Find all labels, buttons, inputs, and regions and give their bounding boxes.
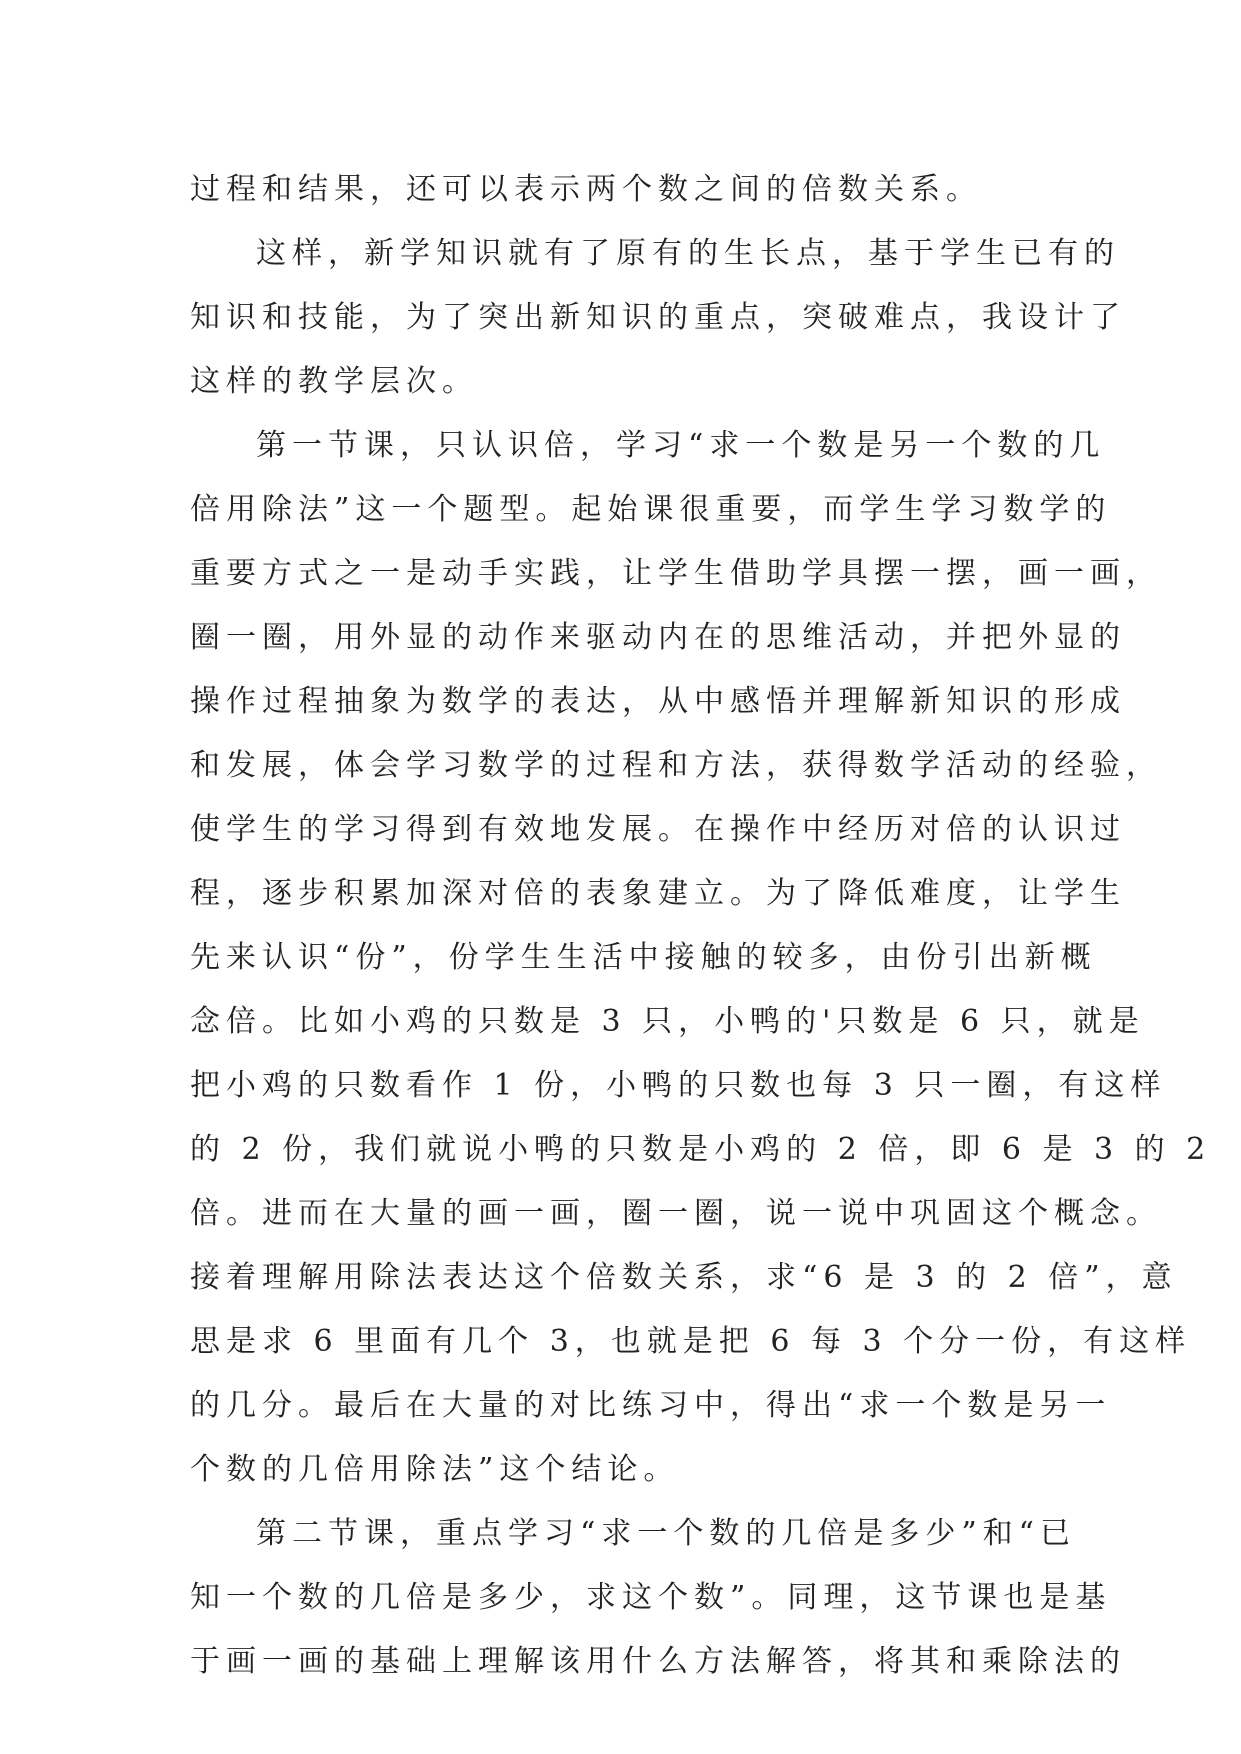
text-line: 重要方式之一是动手实践，让学生借助学具摆一摆，画一画， <box>190 556 1162 591</box>
text-line: 第二节课，重点学习“求一个数的几倍是多少”和“已 <box>256 1516 1077 1551</box>
text-line: 把小鸡的只数看作 1 份，小鸭的只数也每 3 只一圈，有这样 <box>190 1068 1167 1103</box>
text-line: 知一个数的几倍是多少，求这个数”。同理，这节课也是基 <box>190 1580 1112 1615</box>
body-text <box>190 158 1212 1694</box>
text-line: 和发展，体会学习数学的过程和方法，获得数学活动的经验， <box>190 748 1162 783</box>
text-line: 知识和技能，为了突出新知识的重点，突破难点，我设计了 <box>190 300 1126 335</box>
text-line: 倍。进而在大量的画一画，圈一圈，说一说中巩固这个概念。 <box>190 1196 1162 1231</box>
text-line: 接着理解用除法表达这个倍数关系，求“6 是 3 的 2 倍”，意 <box>190 1260 1178 1295</box>
text-line: 过程和结果，还可以表示两个数之间的倍数关系。 <box>190 172 982 207</box>
text-line: 程，逐步积累加深对倍的表象建立。为了降低难度，让学生 <box>190 876 1126 911</box>
text-line: 于画一画的基础上理解该用什么方法解答，将其和乘除法的 <box>190 1644 1126 1679</box>
text-line: 圈一圈，用外显的动作来驱动内在的思维活动，并把外显的 <box>190 620 1126 655</box>
text-line: 个数的几倍用除法”这个结论。 <box>190 1452 680 1487</box>
text-line: 倍用除法”这一个题型。起始课很重要，而学生学习数学的 <box>190 492 1112 527</box>
text-line: 第一节课，只认识倍，学习“求一个数是另一个数的几 <box>256 428 1106 463</box>
text-line: 思是求 6 里面有几个 3，也就是把 6 每 3 个分一份，有这样 <box>190 1324 1192 1359</box>
text-line: 先来认识“份”，份学生生活中接触的较多，由份引出新概 <box>190 940 1097 975</box>
text-line: 的 2 份，我们就说小鸭的只数是小鸡的 2 倍，即 6 是 3 的 2 <box>190 1132 1212 1167</box>
text-line: 的几分。最后在大量的对比练习中，得出“求一个数是另一 <box>190 1388 1112 1423</box>
text-line: 使学生的学习得到有效地发展。在操作中经历对倍的认识过 <box>190 812 1126 847</box>
text-line: 念倍。比如小鸡的只数是 3 只，小鸭的'只数是 6 只，就是 <box>190 1004 1145 1039</box>
text-line: 这样的教学层次。 <box>190 364 478 399</box>
text-line: 这样，新学知识就有了原有的生长点，基于学生已有的 <box>256 236 1120 271</box>
text-line: 操作过程抽象为数学的表达，从中感悟并理解新知识的形成 <box>190 684 1126 719</box>
